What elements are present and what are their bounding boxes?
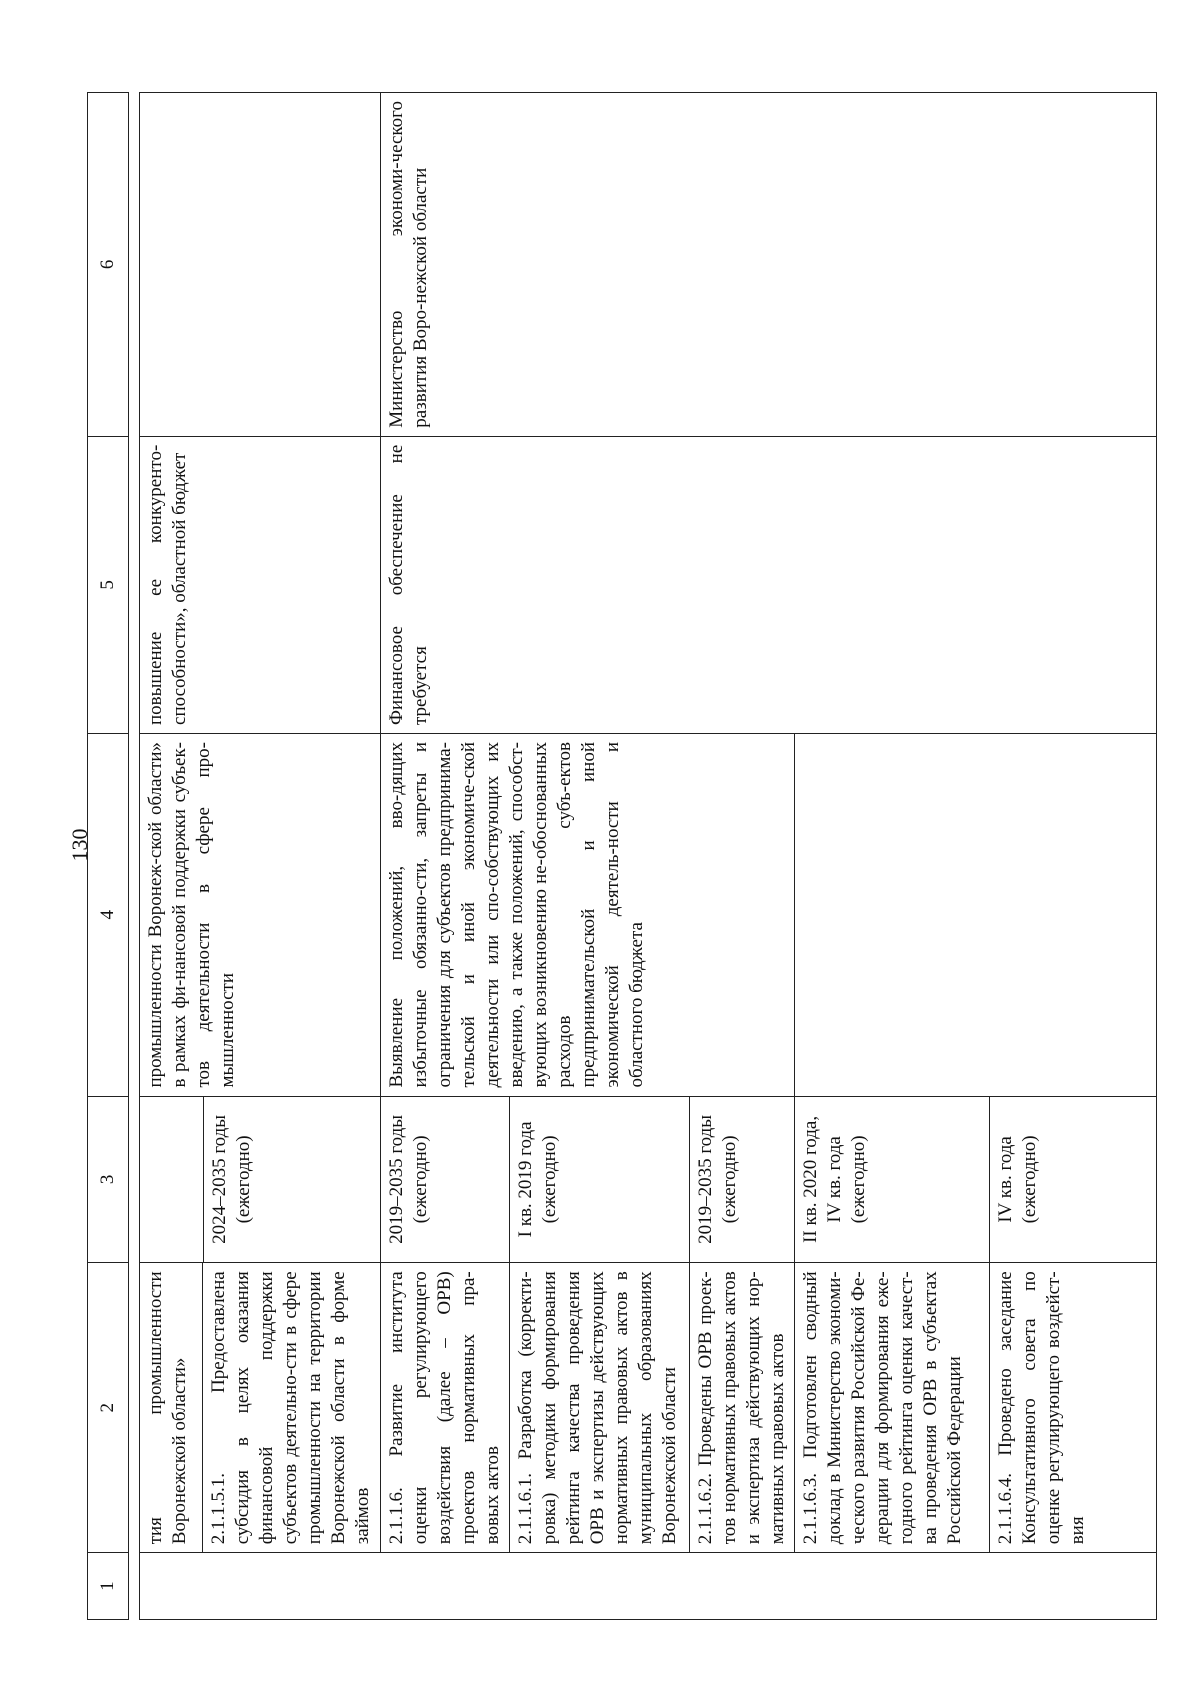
cell-measure: 2.1.1.6.1. Разработка (корректи-ровка) методики формирования рейтинга качества проведения ОРВ и экспертизы действующих нормативных правовых актов в муниципальных образованиях Воронежской области — [510, 1263, 690, 1553]
cell-period: 2019–2035 годы (ежегодно) — [381, 1096, 510, 1263]
rotated-page — [87, 92, 1135, 1620]
header-col-1: 1 — [88, 1553, 129, 1620]
header-col-5: 5 — [88, 436, 129, 733]
cell-executor: Министерство экономи-ческого развития Воро-нежской области — [381, 93, 1157, 437]
cell-executor — [140, 93, 381, 437]
cell-period-split — [140, 1096, 381, 1263]
cell-measure: 2.1.1.6.3. Подготовлен сводный доклад в Министерство экономи-ческого развития Российской Фе-дерации для формирования еже-годного рейтинга оценки качест-ва проведения ОРВ в субъектах Российской Федерации — [795, 1263, 990, 1553]
cell-measure: 2.1.1.6.2. Проведены ОРВ проек-тов нормативных правовых актов и экспертиза действующих нор-мативных правовых актов — [690, 1263, 795, 1553]
cell-finance: повышение ее конкуренто-способности», областной бюджет — [140, 436, 381, 733]
header-col-2: 2 — [88, 1263, 129, 1553]
header-col-6: 6 — [88, 93, 129, 437]
cell-period: IV кв. года (ежегодно) — [990, 1096, 1157, 1263]
cell-measure: 2.1.1.6.4. Проведено заседание Консультативного совета по оценке регулирующего воздейст-вия — [990, 1263, 1157, 1553]
cell-period: I кв. 2019 года (ежегодно) — [510, 1096, 690, 1263]
page-number: 130 — [67, 828, 92, 862]
cell-result: промышленности Воронеж-ской области» в рамках фи-нансовой поддержки субъек-тов деятельности в сфере про-мышленности — [140, 733, 381, 1096]
cell-period: 2019–2035 годы (ежегодно) — [690, 1096, 795, 1263]
header-col-3: 3 — [88, 1096, 129, 1263]
col1-cell — [140, 1553, 1157, 1620]
cell-finance: Финансовое обеспечение не требуется — [381, 436, 1157, 733]
table-row — [140, 93, 203, 1620]
cell-period: II кв. 2020 года, IV кв. года (ежегодно) — [795, 1096, 990, 1263]
header-row — [88, 93, 129, 1620]
cell-measure: тия промышленности Воронежской области» — [140, 1263, 203, 1553]
header-table — [87, 92, 129, 1620]
table-row — [381, 93, 510, 1620]
cell-result: Выявление положений, вво-дящих избыточные обязанно-сти, запреты и ограничения для субъектов предпринима-тельской и иной экономиче-ской деятельности или спо-собствующих их введению, а также положений, способст-вующих возникновению не-обоснованных расходов субъ-ектов предпринимательской и иной экономической деятель-ности и областного бюджета — [381, 733, 795, 1096]
cell-measure: 2.1.1.6. Развитие института оценки регулирующего воздействия (далее – ОРВ) проектов нормативных пра-вовых актов — [381, 1263, 510, 1553]
header-col-4: 4 — [88, 733, 129, 1096]
cell-period: 2024–2035 годы (ежегодно) — [203, 1097, 260, 1263]
body-table — [139, 92, 1135, 1620]
cell-measure: 2.1.1.5.1. Предоставлена субсидия в целях оказания финансовой поддержки субъектов деятельно-сти в сфере промышленности на территории Воронежской области в форме займов — [203, 1263, 381, 1553]
cell-result — [795, 733, 1157, 1096]
